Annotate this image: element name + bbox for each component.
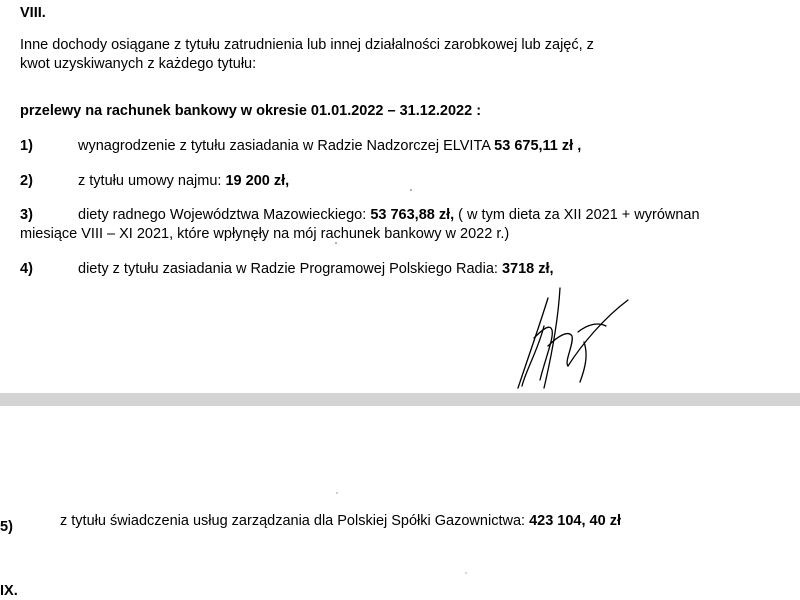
section-ix-heading: IX. bbox=[0, 583, 18, 599]
item-3-line bbox=[78, 206, 700, 224]
intro-line-2: kwot uzyskiwanych z każdego tytułu: bbox=[20, 56, 257, 72]
section-viii-heading: VIII. bbox=[20, 5, 46, 21]
item-2-amount: 19 200 zł, bbox=[225, 173, 290, 189]
item-3-text: diety radnego Województwa Mazowieckiego: bbox=[78, 207, 371, 223]
item-2-number: 2) bbox=[20, 173, 33, 189]
scan-speck bbox=[336, 492, 338, 494]
scan-speck bbox=[465, 572, 467, 574]
item-5-amount: 423 104, 40 zł bbox=[529, 513, 621, 529]
item-4-line bbox=[78, 260, 554, 278]
item-4-amount: 3718 zł, bbox=[501, 261, 554, 277]
item-1-amount: 53 675,11 zł , bbox=[494, 138, 582, 154]
scan-speck bbox=[335, 242, 337, 244]
page-separator bbox=[0, 393, 800, 406]
item-1-line bbox=[78, 137, 581, 155]
item-3-continuation: miesiące VIII – XI 2021, które wpłynęły na mój rachunek bankowy w 2022 r.) bbox=[20, 226, 510, 242]
item-4-number: 4) bbox=[20, 261, 33, 277]
document-page-2 bbox=[0, 406, 800, 600]
item-3-number: 3) bbox=[20, 207, 33, 223]
transfers-heading: przelewy na rachunek bankowy w okresie 01.01.2022 – 31.12.2022 : bbox=[20, 103, 482, 119]
item-4-text: diety z tytułu zasiadania w Radzie Programowej Polskiego Radia: bbox=[78, 261, 502, 277]
item-5-line bbox=[60, 512, 621, 530]
item-2-line bbox=[78, 172, 289, 190]
item-5-number: 5) bbox=[0, 519, 13, 535]
item-2-text: z tytułu umowy najmu: bbox=[78, 173, 226, 189]
item-3-text-after: ( w tym dieta za XII 2021 + wyrównan bbox=[454, 207, 700, 223]
item-1-text: wynagrodzenie z tytułu zasiadania w Radzie Nadzorczej ELVITA bbox=[78, 138, 495, 154]
scan-speck bbox=[410, 189, 412, 191]
item-1-number: 1) bbox=[20, 138, 33, 154]
item-3-amount: 53 763,88 zł, bbox=[370, 207, 455, 223]
intro-line-1: Inne dochody osiągane z tytułu zatrudnienia lub innej działalności zarobkowej lub zajęć, z bbox=[20, 37, 594, 53]
handwritten-signature bbox=[508, 282, 658, 392]
item-5-text: z tytułu świadczenia usług zarządzania dla Polskiej Spółki Gazownictwa: bbox=[60, 513, 530, 529]
